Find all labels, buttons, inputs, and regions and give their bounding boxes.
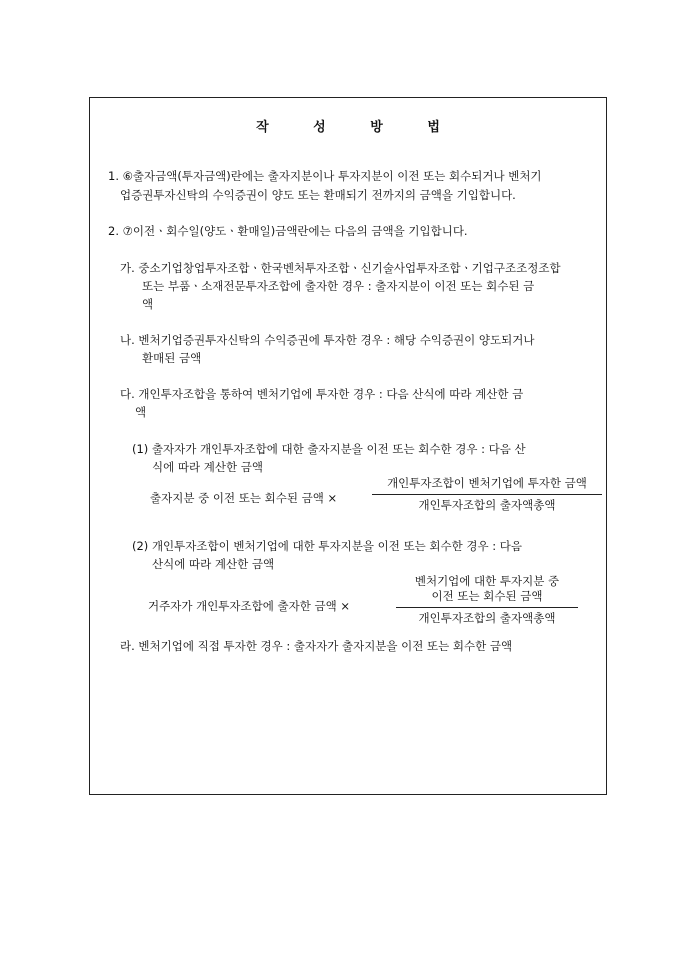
sub1-line2: 식에 따라 계산한 금액: [152, 460, 263, 474]
item-da-line1: 다. 개인투자조합을 통하여 벤처기업에 투자한 경우 : 다음 산식에 따라 계산한 금: [120, 387, 524, 401]
item-ra-line1: 라. 벤처기업에 직접 투자한 경우 : 출자자가 출자지분을 이전 또는 회수한 금액: [120, 639, 513, 653]
item-ga-line1: 가. 중소기업창업투자조합ㆍ한국벤처투자조합ㆍ신기술사업투자조합ㆍ기업구조조정조합: [120, 261, 561, 275]
sub2-line1: (2) 개인투자조합이 벤처기업에 대한 투자지분을 이전 또는 회수한 경우 : 다음: [132, 539, 522, 553]
sub2-numerator-line1: 벤처기업에 대한 투자지분 중: [414, 574, 560, 588]
item-da-line2: 액: [135, 405, 147, 419]
sub2-fraction: [396, 574, 578, 626]
page-title: 작 성 방 법: [256, 120, 460, 135]
sub1-line1: (1) 출자자가 개인투자조합에 대한 출자지분을 이전 또는 회수한 경우 : 다음 산: [132, 442, 526, 456]
item2-line1: 2. ⑦이전ㆍ회수일(양도ㆍ환매일)금액란에는 다음의 금액을 기입합니다.: [108, 224, 468, 238]
sub1-formula-lhs: 출자지분 중 이전 또는 회수된 금액 ×: [150, 491, 338, 505]
sub2-line2: 산식에 따라 계산한 금액: [152, 557, 275, 571]
sub2-formula-lhs: 거주자가 개인투자조합에 출자한 금액 ×: [148, 599, 350, 613]
item1-line1: 1. ⑥출자금액(투자금액)란에는 출자지분이나 투자지분이 이전 또는 회수되거나 벤처기: [108, 169, 542, 183]
sub1-denominator: 개인투자조합의 출자액총액: [372, 494, 602, 513]
item-na-line2: 환매된 금액: [142, 351, 202, 365]
item-ga-line3: 액: [142, 297, 154, 311]
item-ga-line2: 또는 부품ㆍ소재전문투자조합에 출자한 경우 : 출자지분이 이전 또는 회수된 금: [142, 279, 535, 293]
item-na-line1: 나. 벤처기업증권투자신탁의 수익증권에 투자한 경우 : 해당 수익증권이 양도되거나: [120, 333, 535, 347]
sub1-fraction: [372, 476, 602, 513]
sub1-numerator: 개인투자조합이 벤처기업에 투자한 금액: [387, 476, 587, 490]
sub2-denominator: 개인투자조합의 출자액총액: [396, 607, 578, 626]
sub2-numerator-line2: 이전 또는 회수된 금액: [431, 589, 543, 603]
instructions-box: [89, 97, 607, 795]
item1-line2: 업증권투자신탁의 수익증권이 양도 또는 환매되기 전까지의 금액을 기입합니다.: [120, 188, 516, 202]
